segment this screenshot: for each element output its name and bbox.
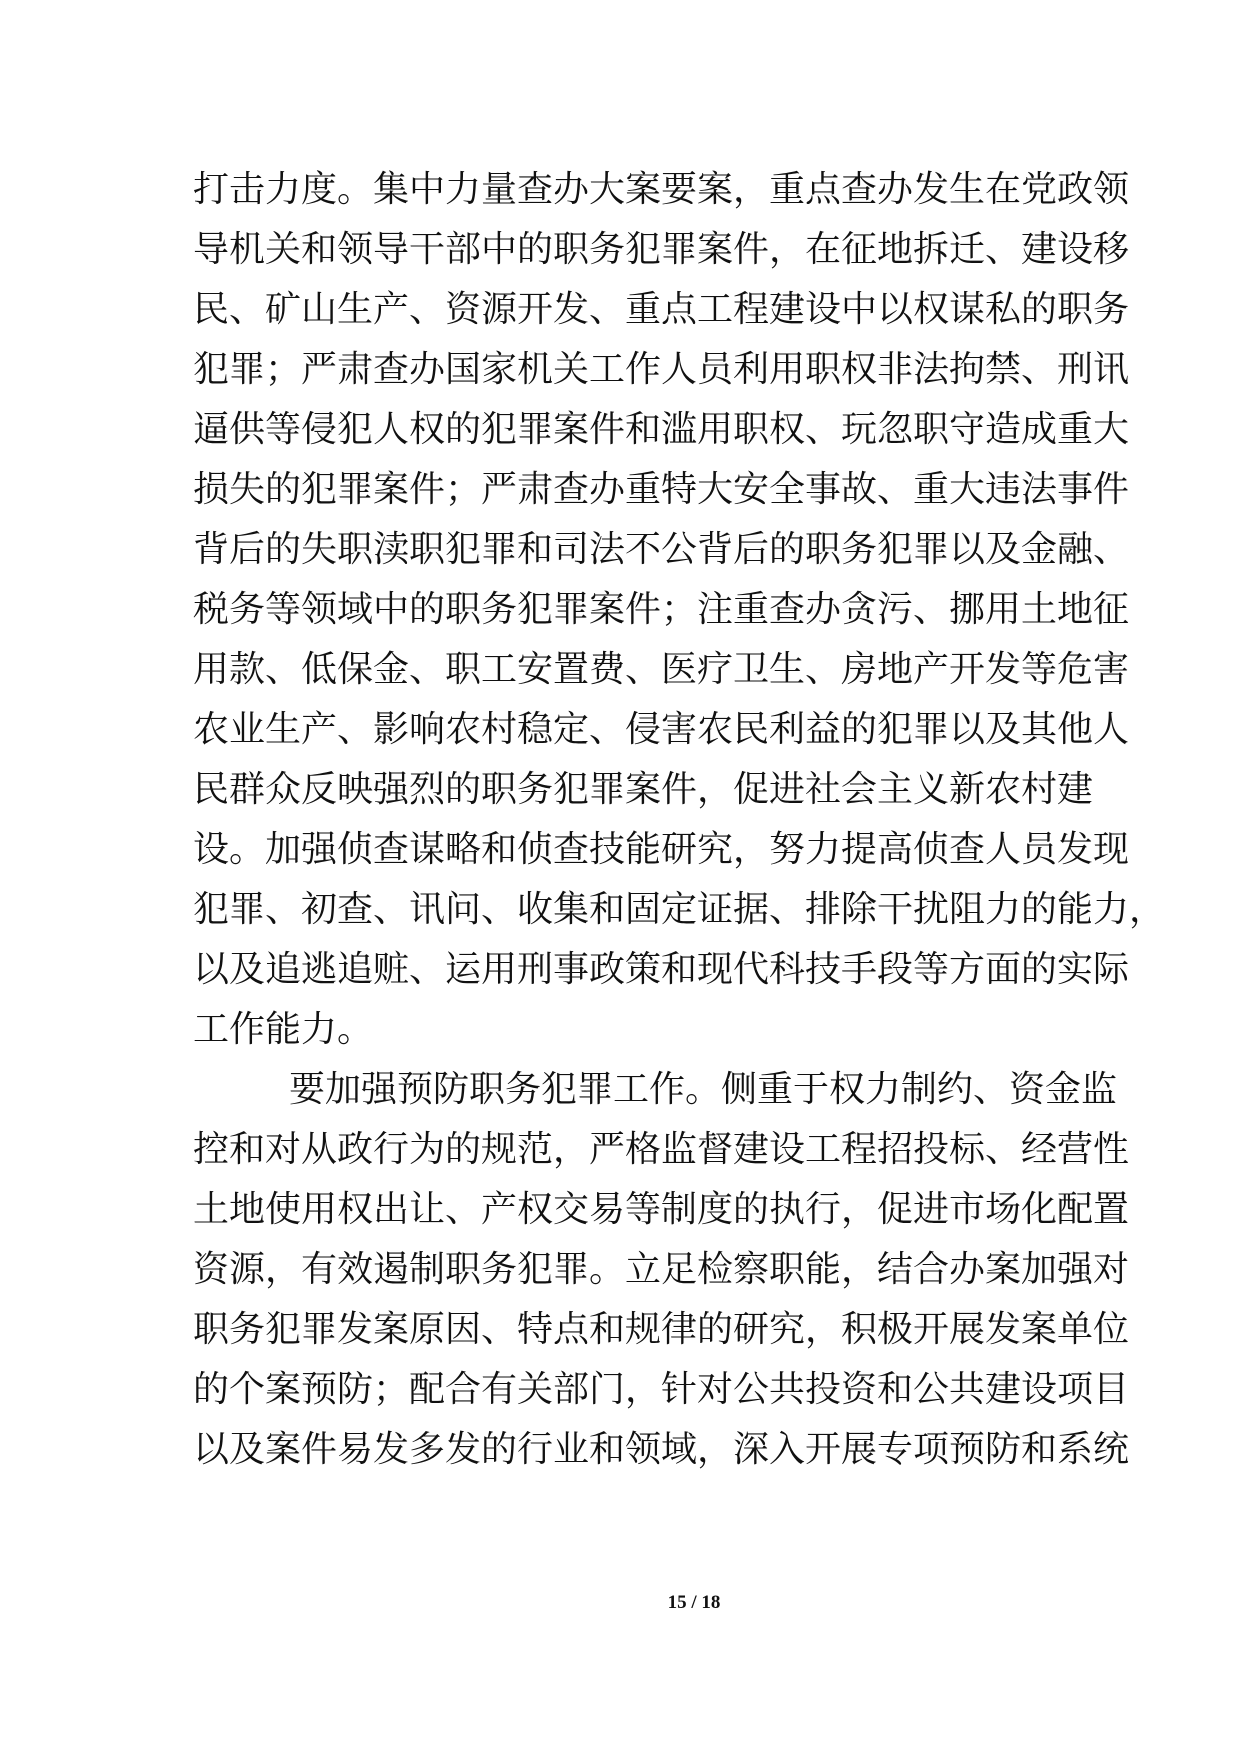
paragraph-2 — [193, 1060, 1130, 1480]
text-line: 控和对从政行为的规范，严格监督建设工程招投标、经营性 — [193, 1129, 1130, 1170]
text-line: 犯罪、初查、讯问、收集和固定证据、排除干扰阻力的能力， — [193, 889, 1166, 930]
text-line: 用款、低保金、职工安置费、医疗卫生、房地产开发等危害 — [193, 649, 1130, 690]
page-number: 15 / 18 — [667, 1592, 721, 1613]
text-line: 设。加强侦查谋略和侦查技能研究，努力提高侦查人员发现 — [193, 829, 1130, 870]
text-line: 打击力度。集中力量查办大案要案，重点查办发生在党政领 — [193, 169, 1130, 210]
document-body — [193, 160, 1166, 1480]
text-line: 农业生产、影响农村稳定、侵害农民利益的犯罪以及其他人 — [193, 709, 1130, 750]
text-line: 税务等领域中的职务犯罪案件；注重查办贪污、挪用土地征 — [193, 589, 1130, 630]
text-line: 导机关和领导干部中的职务犯罪案件，在征地拆迁、建设移 — [193, 229, 1130, 270]
text-line: 职务犯罪发案原因、特点和规律的研究，积极开展发案单位 — [193, 1309, 1130, 1350]
text-line: 以及案件易发多发的行业和领域，深入开展专项预防和系统 — [193, 1429, 1130, 1470]
text-line: 土地使用权出让、产权交易等制度的执行，促进市场化配置 — [193, 1189, 1130, 1230]
text-line: 损失的犯罪案件；严肃查办重特大安全事故、重大违法事件 — [193, 469, 1130, 510]
text-line: 犯罪；严肃查办国家机关工作人员利用职权非法拘禁、刑讯 — [193, 349, 1130, 390]
text-line: 逼供等侵犯人权的犯罪案件和滥用职权、玩忽职守造成重大 — [193, 409, 1130, 450]
text-line: 的个案预防；配合有关部门，针对公共投资和公共建设项目 — [193, 1369, 1130, 1410]
paragraph-1 — [193, 160, 1166, 1060]
text-line: 背后的失职渎职犯罪和司法不公背后的职务犯罪以及金融、 — [193, 529, 1130, 570]
text-line: 要加强预防职务犯罪工作。侧重于权力制约、资金监 — [289, 1069, 1118, 1110]
text-line: 民群众反映强烈的职务犯罪案件，促进社会主义新农村建 — [193, 769, 1094, 810]
text-line: 以及追逃追赃、运用刑事政策和现代科技手段等方面的实际 — [193, 949, 1130, 990]
text-line: 工作能力。 — [193, 1009, 374, 1050]
text-line: 资源，有效遏制职务犯罪。立足检察职能，结合办案加强对 — [193, 1249, 1130, 1290]
text-line: 民、矿山生产、资源开发、重点工程建设中以权谋私的职务 — [193, 289, 1130, 330]
